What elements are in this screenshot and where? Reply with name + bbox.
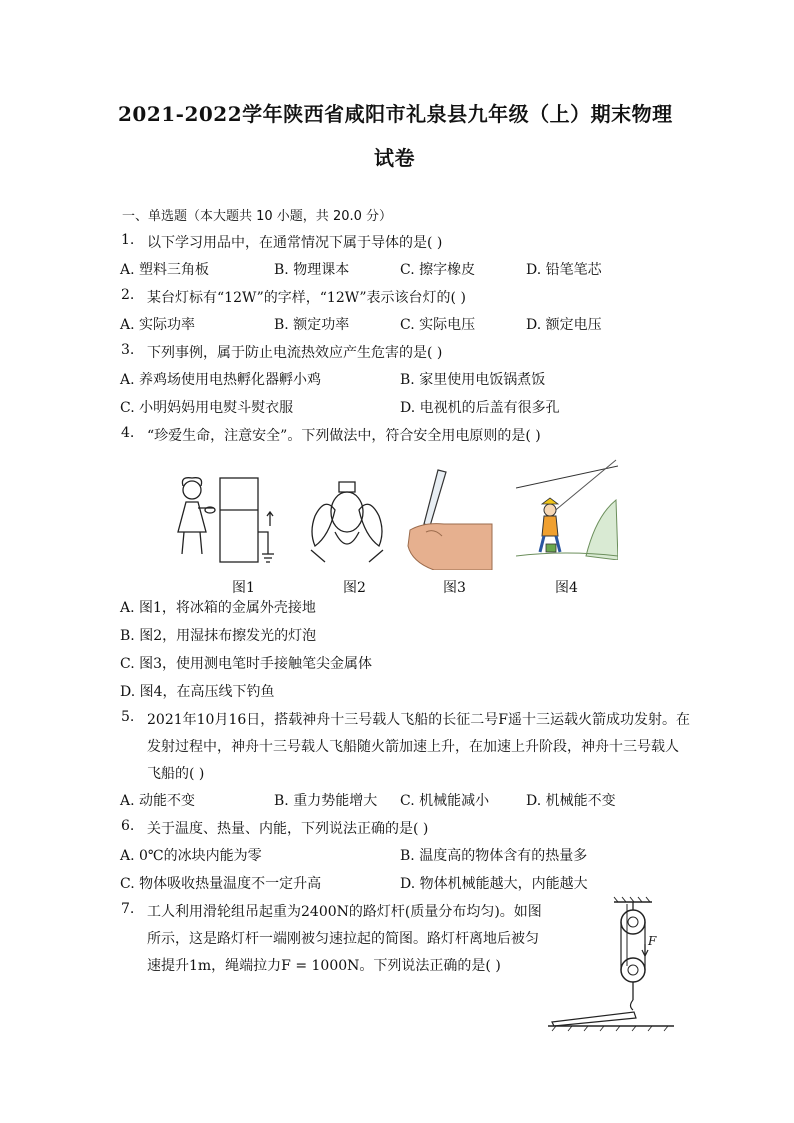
question-number: 5. <box>121 709 135 725</box>
question-text: 某台灯标有“12W”的字样，“12W”表示该台灯的( ) <box>147 290 466 306</box>
option-b[interactable]: B. 重力势能增大 <box>274 793 378 809</box>
option-a[interactable]: A. 塑料三角板 <box>120 262 210 278</box>
option-c[interactable]: C. 擦字橡皮 <box>400 262 476 278</box>
figure-caption-2: 图2 <box>343 580 366 596</box>
question-number: 2. <box>121 287 135 303</box>
option-a[interactable]: A. 动能不变 <box>120 793 196 809</box>
option-d[interactable]: D. 图4，在高压线下钓鱼 <box>120 684 275 700</box>
page-title-line2: 试卷 <box>374 146 415 170</box>
question-text-line3: 速提升1m，绳端拉力F = 1000N。下列说法正确的是( ) <box>147 958 501 974</box>
question-text-line1: 2021年10月16日，搭载神舟十三号载人飞船的长征二号F遥十三运载火箭成功发射。在 <box>147 712 690 728</box>
option-c[interactable]: C. 图3，使用测电笔时手接触笔尖金属体 <box>120 656 373 672</box>
option-b[interactable]: B. 家里使用电饭锅煮饭 <box>400 372 546 388</box>
question-text: 以下学习用品中，在通常情况下属于导体的是( ) <box>147 235 443 251</box>
option-c[interactable]: C. 机械能减小 <box>400 793 490 809</box>
section-header: 一、单选题（本大题共 10 小题，共 20.0 分） <box>122 209 393 224</box>
question-number: 7. <box>121 901 135 917</box>
figure-2-wet-cloth-lamp <box>305 476 390 566</box>
option-b[interactable]: B. 额定功率 <box>274 317 350 333</box>
option-c[interactable]: C. 小明妈妈用电熨斗熨衣服 <box>120 400 294 416</box>
option-d[interactable]: D. 额定电压 <box>526 317 602 333</box>
figure-3-test-pen-hand <box>404 466 496 570</box>
figure-caption-4: 图4 <box>555 580 578 596</box>
figure-4-fishing-power-line <box>516 456 618 560</box>
question-text-line3: 飞船的( ) <box>147 766 205 782</box>
question-number: 1. <box>121 232 135 248</box>
option-b[interactable]: B. 物理课本 <box>274 262 350 278</box>
option-a[interactable]: A. 实际功率 <box>120 317 196 333</box>
option-a[interactable]: A. 0℃的冰块内能为零 <box>120 848 262 864</box>
question-number: 4. <box>121 425 135 441</box>
option-d[interactable]: D. 机械能不变 <box>526 793 616 809</box>
question-number: 6. <box>121 818 135 834</box>
question-text-line1: 工人利用滑轮组吊起重为2400N的路灯杆(质量分布均匀)。如图 <box>147 904 542 920</box>
question-number: 3. <box>121 342 135 358</box>
question-text: 关于温度、热量、内能，下列说法正确的是( ) <box>147 821 429 837</box>
option-c[interactable]: C. 实际电压 <box>400 317 476 333</box>
question-text: “珍爱生命，注意安全”。下列做法中，符合安全用电原则的是( ) <box>147 428 541 444</box>
figure-1-fridge-ground <box>170 472 285 572</box>
option-c[interactable]: C. 物体吸收热量温度不一定升高 <box>120 876 322 892</box>
question-text: 下列事例，属于防止电流热效应产生危害的是( ) <box>147 345 443 361</box>
option-d[interactable]: D. 物体机械能越大，内能越大 <box>400 876 588 892</box>
option-b[interactable]: B. 图2，用湿抹布擦发光的灯泡 <box>120 628 317 644</box>
force-label: F <box>648 934 657 948</box>
option-d[interactable]: D. 铅笔笔芯 <box>526 262 602 278</box>
option-d[interactable]: D. 电视机的后盖有很多孔 <box>400 400 560 416</box>
option-a[interactable]: A. 养鸡场使用电热孵化器孵小鸡 <box>120 372 322 388</box>
figure-caption-1: 图1 <box>232 580 255 596</box>
question-text-line2: 所示，这是路灯杆一端刚被匀速拉起的简图。路灯杆离地后被匀 <box>147 931 539 947</box>
figure-pulley-system <box>548 896 676 1032</box>
option-a[interactable]: A. 图1，将冰箱的金属外壳接地 <box>120 600 316 616</box>
option-b[interactable]: B. 温度高的物体含有的热量多 <box>400 848 588 864</box>
question-text-line2: 发射过程中，神舟十三号载人飞船随火箭加速上升，在加速上升阶段，神舟十三号载人 <box>147 739 679 755</box>
page-title-line1: 2021-2022学年陕西省咸阳市礼泉县九年级（上）期末物理 <box>118 102 673 126</box>
figure-caption-3: 图3 <box>443 580 466 596</box>
